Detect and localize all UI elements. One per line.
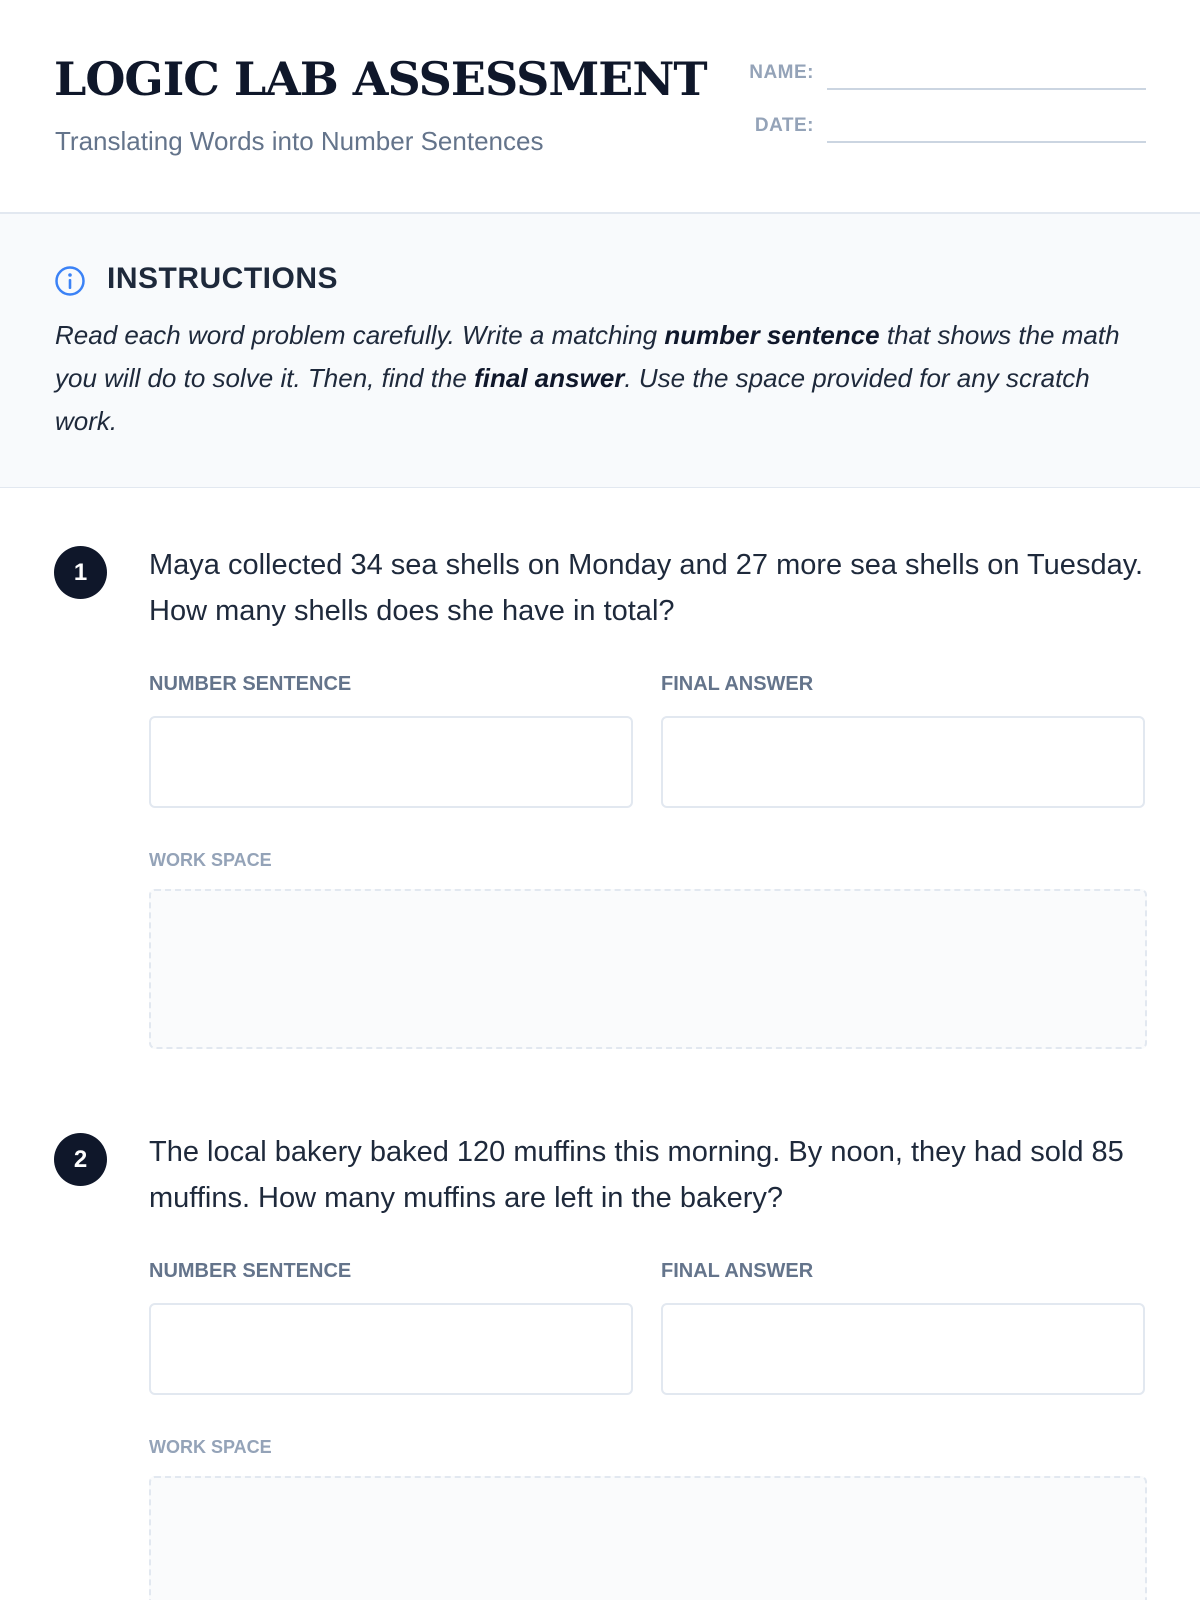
name-field — [700, 60, 1146, 90]
question-text: The local bakery baked 120 muffins this morning. By noon, they had sold 85 muffins. How many muffins are left in the bakery? — [149, 1136, 1124, 1214]
final-answer-label: FINAL ANSWER — [661, 1260, 814, 1282]
instructions-part2: that shows the math you will do to solve it. Then, find the — [55, 320, 1120, 393]
final-answer-input[interactable] — [661, 716, 1145, 808]
date-line[interactable] — [827, 141, 1146, 143]
page-subtitle: Translating Words into Number Sentences — [55, 126, 544, 156]
instructions-heading: INSTRUCTIONS — [107, 262, 338, 295]
number-sentence-input[interactable] — [149, 1303, 633, 1395]
work-space-area[interactable] — [149, 1476, 1147, 1600]
instructions-panel — [0, 214, 1200, 488]
name-label: NAME: — [749, 62, 814, 83]
work-space-area[interactable] — [149, 889, 1147, 1049]
info-icon — [54, 265, 86, 297]
page-title: LOGIC LAB ASSESSMENT — [54, 52, 707, 106]
instructions-bold-number-sentence: number sentence — [664, 320, 880, 350]
date-field — [700, 113, 1146, 143]
instructions-part3: . Use the space provided for any scratch work. — [55, 363, 1090, 436]
name-line[interactable] — [827, 88, 1146, 90]
final-answer-input[interactable] — [661, 1303, 1145, 1395]
instructions-part1: Read each word problem carefully. Write a matching — [55, 320, 665, 350]
instructions-bold-final-answer: final answer — [474, 363, 625, 393]
date-label: DATE: — [754, 115, 814, 136]
number-sentence-input[interactable] — [149, 716, 633, 808]
work-space-label: WORK SPACE — [149, 850, 272, 870]
instructions-text — [55, 314, 1155, 443]
question-number-badge: 2 — [54, 1133, 107, 1186]
number-sentence-label: NUMBER SENTENCE — [149, 673, 352, 695]
work-space-label: WORK SPACE — [149, 1437, 272, 1457]
question-number-badge: 1 — [54, 546, 107, 599]
final-answer-label: FINAL ANSWER — [661, 673, 814, 695]
number-sentence-label: NUMBER SENTENCE — [149, 1260, 352, 1282]
header — [0, 0, 1200, 214]
question-text: Maya collected 34 sea shells on Monday and 27 more sea shells on Tuesday. How many shells does she have in total? — [149, 549, 1144, 627]
